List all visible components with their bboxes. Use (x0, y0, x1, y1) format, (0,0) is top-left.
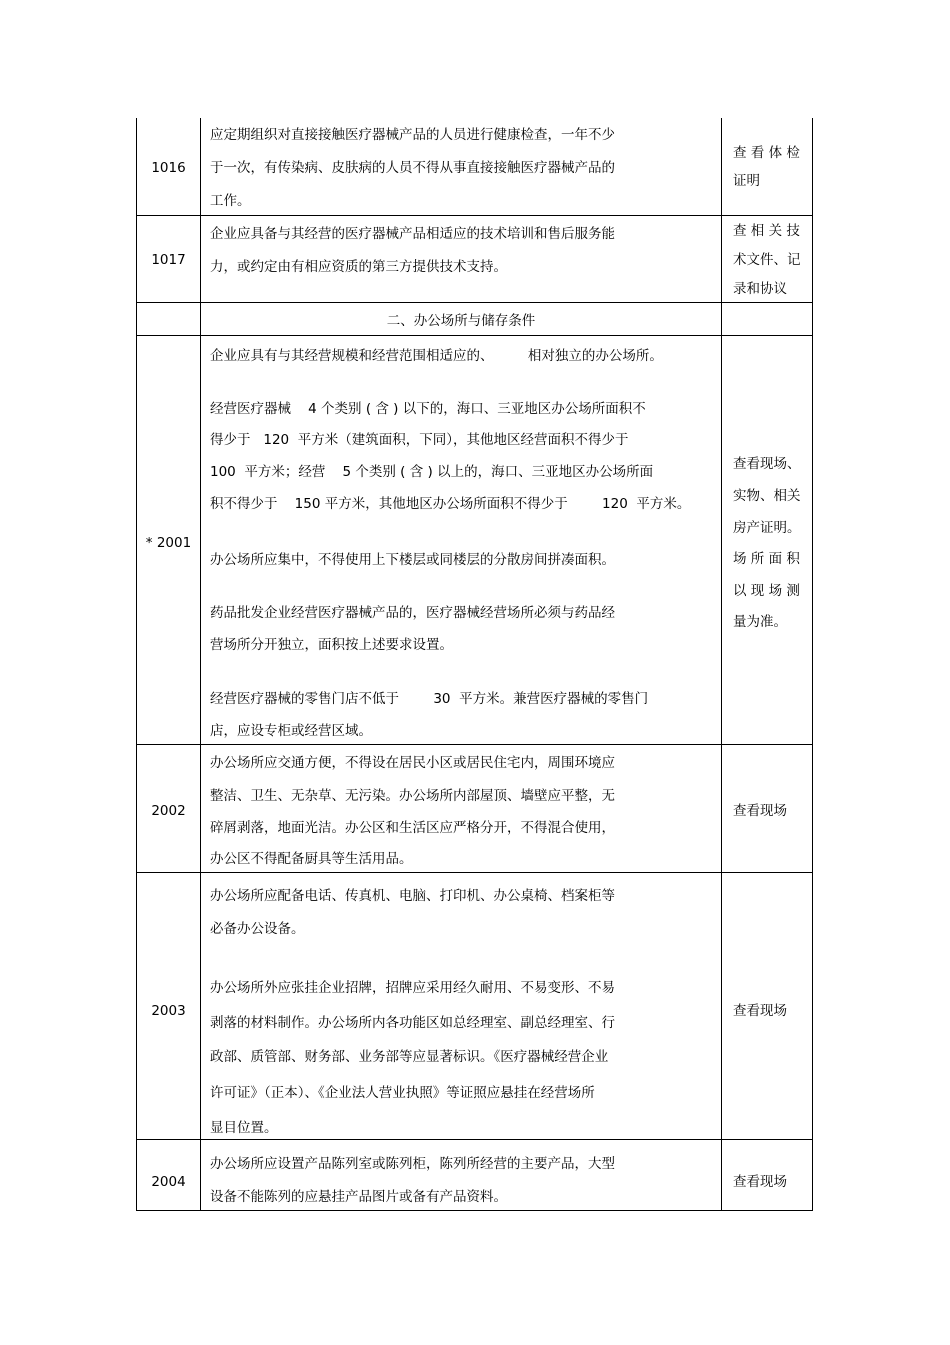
table-border-left (136, 118, 137, 1211)
requirement-text-line: 企业应具有与其经营规模和经营范围相适应的、 相对独立的办公场所。 (210, 348, 663, 364)
check-method-line: 实物、相关 (733, 488, 801, 504)
check-method-line: 以 现 场 测 (733, 583, 800, 599)
requirement-text-line: 政部、质管部、财务部、业务部等应显著标识。《医疗器械经营企业 (210, 1049, 609, 1065)
row-divider (136, 872, 813, 873)
requirement-text-line: 企业应具备与其经营的医疗器械产品相适应的技术培训和售后服务能 (210, 226, 615, 242)
requirement-text-line: 办公场所应交通方便，不得设在居民小区或居民住宅内，周围环境应 (210, 755, 615, 771)
check-method-line: 证明 (733, 173, 760, 189)
check-method-line: 录和协议 (733, 281, 787, 297)
row-divider (136, 744, 813, 745)
requirement-text-line: 经营医疗器械 4 个类别 ( 含 ) 以下的，海口、三亚地区办公场所面积不 (210, 401, 646, 417)
check-method-line: 场 所 面 积 (733, 551, 800, 567)
requirement-text-line: 积不得少于 150 平方米，其他地区办公场所面积不得少于 120 平方米。 (210, 496, 691, 512)
requirement-text-line: 整洁、卫生、无杂草、无污染。办公场所内部屋顶、墙壁应平整，无 (210, 788, 615, 804)
check-method-line: 查看现场、 (733, 456, 801, 472)
requirement-text-line: 显目位置。 (210, 1120, 278, 1136)
requirement-text-line: 设备不能陈列的应悬挂产品图片或备有产品资料。 (210, 1189, 507, 1205)
check-method-line: 量为准。 (733, 614, 787, 630)
requirement-text-line: 得少于 120 平方米（建筑面积，下同），其他地区经营面积不得少于 (210, 432, 629, 448)
requirement-text-line: 应定期组织对直接接触医疗器械产品的人员进行健康检查，一年不少 (210, 127, 615, 143)
requirement-text-line: 经营医疗器械的零售门店不低于 30 平方米。兼营医疗器械的零售门 (210, 691, 649, 707)
row-id: 2002 (151, 803, 186, 819)
row-id: 1016 (151, 160, 186, 176)
requirement-text-line: 办公场所应配备电话、传真机、电脑、打印机、办公桌椅、档案柜等 (210, 888, 615, 904)
requirement-text-line: 办公场所应设置产品陈列室或陈列柜，陈列所经营的主要产品，大型 (210, 1156, 615, 1172)
check-method-line: 术文件、记 (733, 252, 801, 268)
check-method-line: 查看现场 (733, 1174, 787, 1190)
requirement-text-line: 店，应设专柜或经营区域。 (210, 723, 372, 739)
requirement-text-line: 办公场所应集中，不得使用上下楼层或同楼层的分散房间拼凑面积。 (210, 552, 615, 568)
row-id: 1017 (151, 252, 186, 268)
requirement-text-line: 100 平方米；经营 5 个类别 ( 含 ) 以上的，海口、三亚地区办公场所面 (210, 464, 654, 480)
row-id: * 2001 (145, 535, 192, 551)
table-column-divider-1 (200, 118, 201, 1211)
row-divider (136, 1139, 813, 1140)
table-border-right (812, 118, 813, 1211)
check-method-line: 查看现场 (733, 803, 787, 819)
row-divider (136, 302, 813, 303)
check-method-line: 房产证明。 (733, 520, 801, 536)
requirement-text-line: 剥落的材料制作。办公场所内各功能区如总经理室、副总经理室、行 (210, 1015, 615, 1031)
check-method-line: 查 相 关 技 (733, 223, 800, 239)
check-method-line: 查 看 体 检 (733, 145, 800, 161)
requirement-text-line: 办公区不得配备厨具等生活用品。 (210, 851, 413, 867)
row-id: 2004 (151, 1174, 186, 1190)
row-divider (136, 215, 813, 216)
requirement-text-line: 必备办公设备。 (210, 921, 305, 937)
requirement-text-line: 许可证》（正本）、《企业法人营业执照》等证照应悬挂在经营场所 (210, 1085, 595, 1101)
requirement-text-line: 药品批发企业经营医疗器械产品的，医疗器械经营场所必须与药品经 (210, 605, 615, 621)
row-id: 2003 (151, 1003, 186, 1019)
section-title: 二、办公场所与储存条件 (386, 313, 536, 329)
table-column-divider-2 (721, 118, 722, 1211)
row-divider (136, 335, 813, 336)
table-border-bottom (136, 1210, 813, 1211)
requirement-text-line: 碎屑剥落，地面光洁。办公区和生活区应严格分开，不得混合使用， (210, 820, 615, 836)
requirement-text-line: 营场所分开独立，面积按上述要求设置。 (210, 637, 453, 653)
requirement-text-line: 工作。 (210, 193, 251, 209)
check-method-line: 查看现场 (733, 1003, 787, 1019)
requirement-text-line: 力，或约定由有相应资质的第三方提供技术支持。 (210, 259, 507, 275)
requirement-text-line: 于一次，有传染病、皮肤病的人员不得从事直接接触医疗器械产品的 (210, 160, 615, 176)
requirement-text-line: 办公场所外应张挂企业招牌，招牌应采用经久耐用、不易变形、不易 (210, 980, 615, 996)
